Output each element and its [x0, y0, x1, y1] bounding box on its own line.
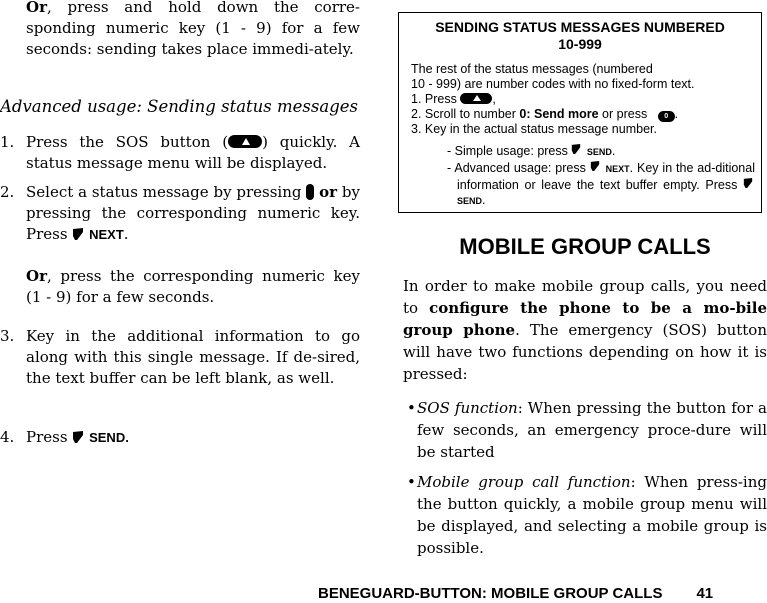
intro-or: Or [26, 0, 47, 16]
box-step-3: 3. Key in the actual status message number. [411, 122, 657, 136]
box-step-2: 2. Scroll to number 0: Send more or press 0 . [411, 107, 679, 121]
box-title [399, 19, 761, 53]
step-4-pre: Press [26, 428, 73, 446]
step-3-text: Key in the additional information to go along with this single message. If de-sired, the text buffer can be left blank, as well. [26, 327, 360, 387]
step-3-number: 3. [0, 327, 15, 345]
step-2-sub-text: , press the corresponding numeric key (1 - 9) for a few seconds. [26, 267, 360, 306]
step-2-key: NEXT [89, 227, 124, 242]
step-4 [0, 427, 360, 448]
info-box [398, 12, 762, 213]
box-advanced-usage: - Advanced usage: press NEXT. Key in the ad-ditional information or leave the text buffer empty. Press SEND. [447, 161, 755, 207]
pen-key-icon [590, 160, 602, 174]
step-1-number: 1. [0, 133, 15, 151]
step-2 [0, 182, 360, 308]
section-heading: Advanced usage: Sending status messages [0, 97, 358, 116]
step-3 [0, 326, 360, 389]
intro-paragraph [0, 0, 360, 60]
bullet-2-term: Mobile group call function [417, 473, 631, 491]
mobile-group-calls-heading: MOBILE GROUP CALLS [459, 234, 711, 259]
mobile-group-paragraph: In order to make mobile group calls, you need to configure the phone to be a mo-bile group phone. The emergency (SOS) button will have two functions depending on how it is pressed: [403, 277, 767, 383]
box-body [411, 62, 755, 209]
step-1 [0, 132, 360, 174]
box-step-1: 1. Press , [411, 92, 496, 106]
scroll-key-icon [306, 184, 314, 200]
step-4-number: 4. [0, 428, 15, 446]
bullet-mobile-group-call: • Mobile group call function: When press-ing the button quickly, a mobile group menu will be displayed, and selecting a mobile group is possible. [407, 473, 767, 557]
sos-button-icon [228, 135, 262, 148]
box-simple-usage: - Simple usage: press SEND. [447, 144, 616, 158]
step-2-mid: by pressing the corresponding numeric key. Press [26, 183, 360, 243]
step-1-post: ) quickly. A status message menu will be displayed. [26, 133, 360, 172]
footer-title: BENEGUARD-BUTTON: MOBILE GROUP CALLS [318, 585, 663, 602]
step-1-pre: Press the SOS button ( [26, 133, 229, 151]
step-2-pre: Select a status message by pressing [26, 183, 307, 201]
step-4-key: SEND. [89, 430, 129, 445]
pen-key-icon [72, 430, 84, 444]
step-2-or: or [319, 183, 338, 201]
step-2-end: . [123, 225, 129, 243]
page-number: 41 [696, 585, 714, 602]
pen-key-icon [743, 177, 755, 191]
sos-button-icon [460, 93, 492, 104]
pen-key-icon [571, 143, 583, 157]
bullet-sos-function: • SOS function: When pressing the button for a few seconds, an emergency proce-dure will be started [407, 399, 767, 461]
zero-key-icon: 0 [658, 111, 675, 122]
page-footer [318, 585, 713, 603]
pen-key-icon [72, 227, 84, 241]
box-line-2: 10 - 999) are number codes with no fixed-form text. [411, 77, 695, 91]
intro-text: , press and hold down the corre-sponding numeric key (1 - 9) for a few seconds: sending takes place immedi-ately. [26, 0, 360, 58]
step-2-sub-or: Or [26, 267, 47, 285]
box-title-line-2: 10-999 [558, 36, 602, 52]
bullet-1-term: SOS function [417, 399, 518, 417]
box-title-line-1: SENDING STATUS MESSAGES NUMBERED [435, 19, 725, 35]
box-line-1: The rest of the status messages (numbered [411, 62, 653, 76]
step-2-number: 2. [0, 183, 15, 201]
